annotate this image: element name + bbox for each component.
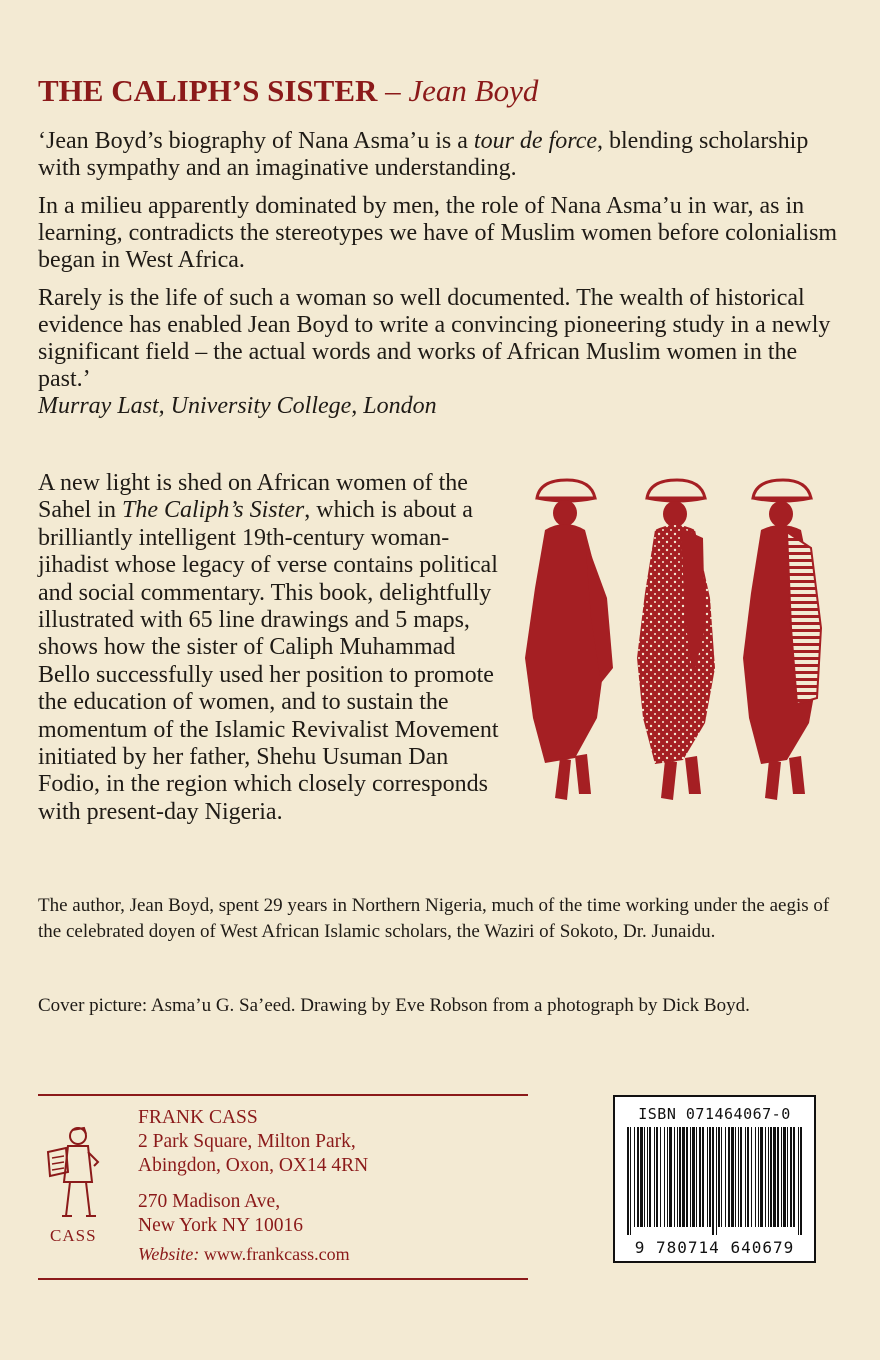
- review-blurb: [38, 128, 838, 420]
- barcode-bar: [712, 1127, 714, 1235]
- barcode-bar: [747, 1127, 749, 1227]
- barcode-bar: [699, 1127, 701, 1227]
- blurb-paragraph-1: [38, 128, 838, 182]
- barcode-bar: [654, 1127, 655, 1227]
- barcode-bar: [731, 1127, 734, 1227]
- barcode-bar: [773, 1127, 776, 1227]
- barcode-bar: [755, 1127, 756, 1227]
- publisher-logo: [36, 1122, 112, 1252]
- publisher-website: [138, 1242, 528, 1266]
- title-author: Jean Boyd: [408, 73, 539, 108]
- author-biography: The author, Jean Boyd, spent 29 years in Northern Nigeria, much of the time working under the aegis of the celebrated doyen of West African Islamic scholars, the Waziri of Sokoto, Dr. Junaidu.: [38, 895, 830, 942]
- barcode-bar: [760, 1127, 763, 1227]
- barcode-bar: [682, 1127, 685, 1227]
- barcode-bar: [751, 1127, 752, 1227]
- woman-figure-1: [525, 480, 613, 800]
- blurb-italic: tour de force: [473, 128, 598, 154]
- website-label: Website:: [138, 1244, 200, 1264]
- barcode-bar: [781, 1127, 782, 1227]
- barcode-bar: [644, 1127, 645, 1227]
- address-uk-line-2: Abingdon, Oxon, OX14 4RN: [138, 1155, 369, 1176]
- barcode-bar: [735, 1127, 736, 1227]
- barcode-bar: [768, 1127, 769, 1227]
- description-italic-title: The Caliph’s Sister: [122, 497, 305, 524]
- barcode-bar: [634, 1127, 635, 1227]
- publisher-name: FRANK CASS: [138, 1107, 258, 1128]
- woman-figure-2: [637, 480, 715, 800]
- barcode-bar: [640, 1127, 643, 1227]
- blurb-text: ‘Jean Boyd’s biography of Nana Asma’u is a: [38, 128, 474, 154]
- blurb-text: , blending scholarship with sympathy and an imaginative understanding.: [38, 128, 809, 181]
- cass-herald-icon: [44, 1122, 104, 1222]
- barcode-bar: [649, 1127, 651, 1227]
- barcode-bar: [790, 1127, 792, 1227]
- description-text: , which is about a brilliantly intelligent 19th-century woman-jihadist whose legacy of verse contains political and social commentary. This book, delightfully illustrated with 65 line drawings and 5 maps, shows how the sister of Caliph Muhammad Bello successfully used her position to promote the education of women, and to sustain the momentum of the Islamic Revivalist Movement initiated by her father, Shehu Usuman Dan Fodio, in the region which closely corresponds with present-day Nigeria.: [38, 497, 499, 825]
- barcode-bar: [745, 1127, 746, 1227]
- barcode-bar: [716, 1127, 717, 1235]
- barcode-bars: [625, 1127, 805, 1235]
- barcode-bar: [660, 1127, 661, 1227]
- barcode-bar: [783, 1127, 786, 1227]
- address-us-line-1: 270 Madison Ave,: [138, 1191, 281, 1212]
- barcode-bar: [798, 1127, 799, 1235]
- barcode-bar: [709, 1127, 711, 1227]
- barcode-bar: [738, 1127, 739, 1227]
- blurb-paragraph-3: [38, 285, 838, 420]
- barcode-bar: [696, 1127, 697, 1227]
- logo-label: CASS: [50, 1226, 97, 1245]
- book-title: THE CALIPH’S SISTER: [38, 73, 378, 108]
- barcode-bar: [669, 1127, 672, 1227]
- isbn-number: ISBN 071464067-0: [638, 1105, 791, 1123]
- barcode-bar: [770, 1127, 772, 1227]
- barcode-bar: [718, 1127, 720, 1227]
- barcode-bar: [630, 1127, 631, 1235]
- barcode-bar: [677, 1127, 678, 1227]
- title-separator: –: [377, 73, 409, 108]
- isbn-barcode: [613, 1095, 816, 1263]
- blurb-paragraph-2: In a milieu apparently dominated by men, the role of Nana Asma’u in war, as in learning, contradicts the stereotypes we have of Muslim women before colonialism began in West Africa.: [38, 193, 838, 273]
- barcode-bar: [707, 1127, 708, 1227]
- barcode-bar: [728, 1127, 730, 1227]
- barcode-bar: [758, 1127, 759, 1227]
- woman-figure-3: [743, 480, 821, 800]
- book-title-line: [38, 72, 538, 110]
- description-text: A new light is shed on African women of the Sahel in: [38, 470, 468, 524]
- barcode-bar: [674, 1127, 675, 1227]
- address-uk-line-1: 2 Park Square, Milton Park,: [138, 1131, 356, 1152]
- barcode-bar: [627, 1127, 629, 1235]
- barcode-bar: [793, 1127, 795, 1227]
- barcode-bar: [656, 1127, 658, 1227]
- barcode-bar: [664, 1127, 665, 1227]
- barcode-bar: [647, 1127, 648, 1227]
- barcode-bar: [765, 1127, 766, 1227]
- barcode-bar: [787, 1127, 788, 1227]
- barcode-bar: [667, 1127, 668, 1227]
- blurb-text: Rarely is the life of such a woman so well documented. The wealth of historical evidence has enabled Jean Boyd to write a convincing pioneering study in a newly significant field – the actual words and works of African Muslim women in the past.’: [38, 285, 831, 392]
- ean-number: 9 780714 640679: [634, 1238, 795, 1257]
- barcode-bar: [800, 1127, 802, 1235]
- publisher-info: [138, 1106, 528, 1266]
- barcode-bar: [777, 1127, 779, 1227]
- book-description: [38, 470, 508, 826]
- review-attribution: Murray Last, University College, London: [38, 393, 437, 419]
- three-women-illustration: [505, 468, 840, 818]
- divider-bottom: [38, 1278, 528, 1280]
- women-carrying-calabashes-drawing: [505, 468, 840, 818]
- barcode-bar: [679, 1127, 681, 1227]
- barcode-bar: [637, 1127, 639, 1227]
- address-us-line-2: New York NY 10016: [138, 1215, 304, 1236]
- barcode-bar: [690, 1127, 691, 1227]
- barcode-bar: [725, 1127, 726, 1227]
- barcode-bar: [692, 1127, 695, 1227]
- divider-top: [38, 1094, 528, 1096]
- barcode-bar: [740, 1127, 742, 1227]
- barcode-bar: [686, 1127, 688, 1227]
- cover-credit: Cover picture: Asma’u G. Sa’eed. Drawing by Eve Robson from a photograph by Dick Boyd.: [38, 995, 750, 1016]
- barcode-bar: [721, 1127, 722, 1227]
- website-url: www.frankcass.com: [199, 1244, 350, 1264]
- barcode-bar: [702, 1127, 704, 1227]
